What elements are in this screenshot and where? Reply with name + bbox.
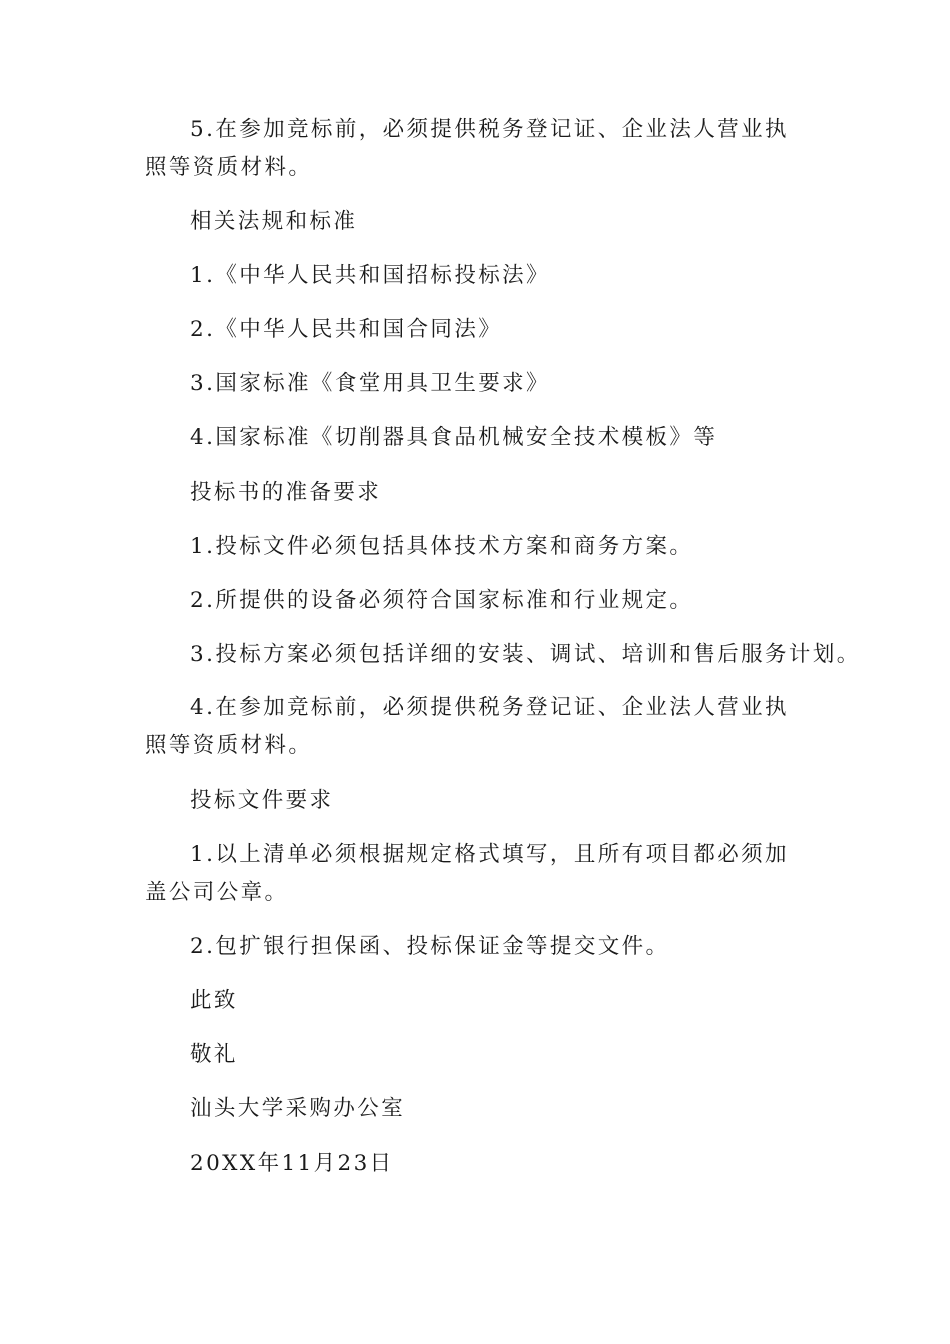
closing-jing-li: 敬礼 <box>190 1042 238 1067</box>
signature-organization: 汕头大学采购办公室 <box>190 1096 406 1121</box>
signature-date: 20XX年11月23日 <box>190 1151 394 1176</box>
document-item-2: 2.包扩银行担保函、投标保证金等提交文件。 <box>190 934 670 959</box>
paragraph-item-5-qualification: 5.在参加竞标前，必须提供税务登记证、企业法人营业执照等资质材料。 <box>145 117 789 180</box>
document-item-1: 1.以上清单必须根据规定格式填写，且所有项目都必须加盖公司公章。 <box>145 842 789 905</box>
section-heading-bid-preparation: 投标书的准备要求 <box>190 480 382 505</box>
regulation-item-1: 1.《中华人民共和国招标投标法》 <box>190 263 550 288</box>
preparation-item-1: 1.投标文件必须包括具体技术方案和商务方案。 <box>190 534 694 559</box>
preparation-item-4: 4.在参加竞标前，必须提供税务登记证、企业法人营业执照等资质材料。 <box>145 695 789 758</box>
closing-ci-zhi: 此致 <box>190 988 238 1013</box>
regulation-item-4: 4.国家标准《切削器具食品机械安全技术模板》等 <box>190 425 718 450</box>
regulation-item-3: 3.国家标准《食堂用具卫生要求》 <box>190 371 550 396</box>
section-heading-bid-documents: 投标文件要求 <box>190 788 334 813</box>
regulation-item-2: 2.《中华人民共和国合同法》 <box>190 317 503 342</box>
preparation-item-3: 3.投标方案必须包括详细的安装、调试、培训和售后服务计划。 <box>190 642 861 667</box>
section-heading-regulations: 相关法规和标准 <box>190 209 358 234</box>
preparation-item-2: 2.所提供的设备必须符合国家标准和行业规定。 <box>190 588 694 613</box>
